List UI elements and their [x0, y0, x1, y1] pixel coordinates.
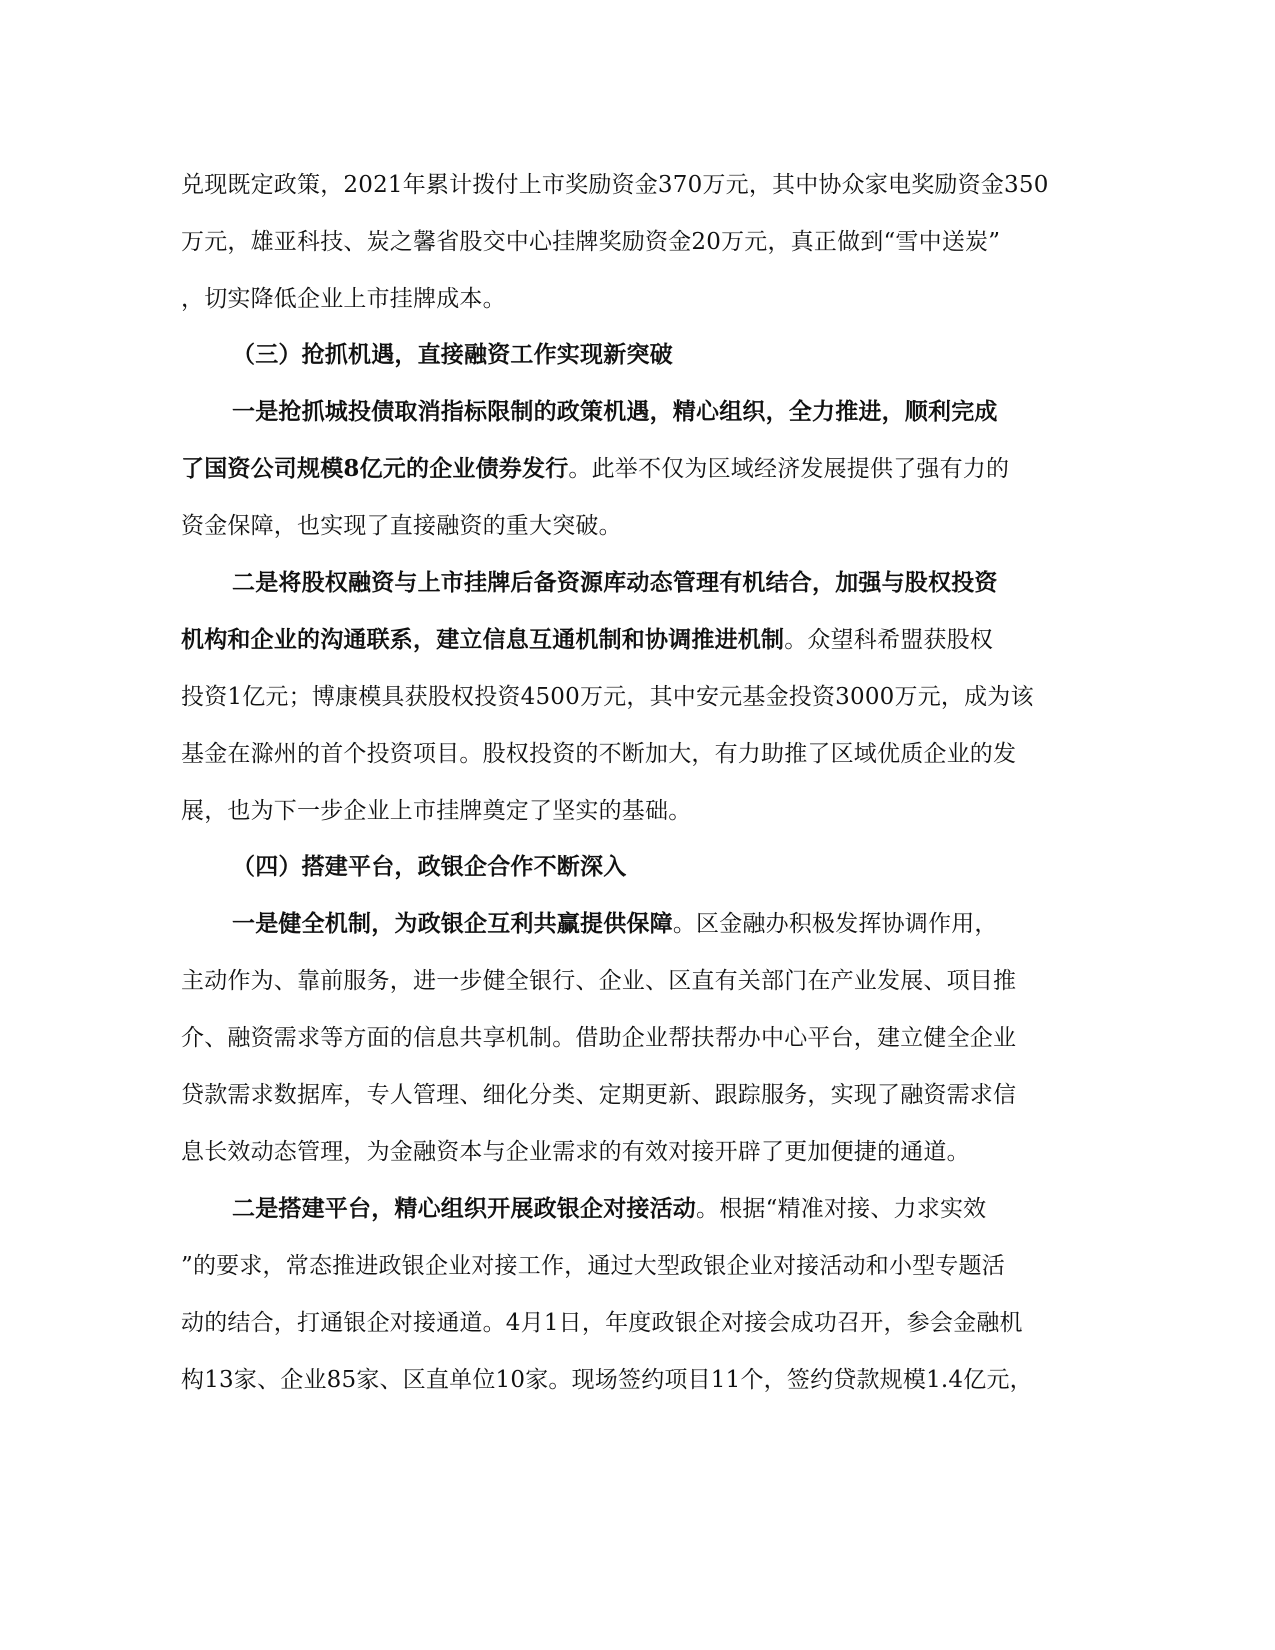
line-text: 基金在滁州的首个投资项目。股权投资的不断加大，有力助推了区域优质企业的发 [181, 741, 1017, 767]
paragraph-line [181, 1137, 1081, 1167]
paragraph-line [181, 170, 1081, 200]
section-heading [232, 852, 1132, 882]
paragraph-line [181, 1251, 1081, 1281]
paragraph-line [181, 966, 1081, 996]
bold-lead: 二是将股权融资与上市挂牌后备资源库动态管理有机结合，加强与股权投资 [232, 569, 998, 596]
line-text: 。根据“精准对接、力求实效 [696, 1196, 987, 1222]
bold-lead: 二是搭建平台，精心组织开展政银企对接活动 [232, 1195, 696, 1222]
paragraph-line [232, 1194, 1132, 1224]
line-text: 动的结合，打通银企对接通道。4月1日，年度政银企对接会成功召开，参会金融机 [181, 1310, 1023, 1336]
line-text: 构13家、企业85家、区直单位10家。现场签约项目11个，签约贷款规模1.4亿元， [181, 1367, 1033, 1393]
paragraph-line [232, 568, 1132, 598]
line-text: 兑现既定政策，2021年累计拨付上市奖励资金370万元，其中协众家电奖励资金350 [181, 172, 1049, 198]
paragraph-line [181, 454, 1081, 484]
paragraph-line [181, 511, 1081, 541]
paragraph-line [181, 796, 1081, 826]
line-text: 。众望科希盟获股权 [784, 627, 994, 653]
line-text: 。此举不仅为区域经济发展提供了强有力的 [568, 456, 1010, 482]
paragraph-line [232, 397, 1132, 427]
bold-lead: 机构和企业的沟通联系，建立信息互通机制和协调推进机制 [181, 626, 785, 653]
paragraph-line [181, 1365, 1081, 1395]
section-heading [232, 340, 1132, 370]
paragraph-line [181, 625, 1081, 655]
line-text: 息长效动态管理，为金融资本与企业需求的有效对接开辟了更加便捷的通道。 [181, 1139, 970, 1165]
bold-lead: 了国资公司规模8亿元的企业债券发行 [181, 455, 569, 482]
line-text: 介、融资需求等方面的信息共享机制。借助企业帮扶帮办中心平台，建立健全企业 [181, 1025, 1017, 1051]
line-text: ，切实降低企业上市挂牌成本。 [181, 286, 506, 312]
line-text: 贷款需求数据库，专人管理、细化分类、定期更新、跟踪服务，实现了融资需求信 [181, 1082, 1017, 1108]
line-text: 。区金融办积极发挥协调作用， [672, 911, 998, 937]
paragraph-line [232, 909, 1132, 939]
heading-text: （四）搭建平台，政银企合作不断深入 [232, 853, 627, 880]
bold-lead: 一是抢抓城投债取消指标限制的政策机遇，精心组织，全力推进，顺利完成 [232, 398, 998, 425]
line-text: ”的要求，常态推进政银企业对接工作，通过大型政银企业对接活动和小型专题活 [181, 1253, 1005, 1279]
line-text: 主动作为、靠前服务，进一步健全银行、企业、区直有关部门在产业发展、项目推 [181, 968, 1017, 994]
paragraph-line [181, 1080, 1081, 1110]
line-text: 资金保障，也实现了直接融资的重大突破。 [181, 513, 622, 539]
paragraph-line [181, 284, 1081, 314]
paragraph-line [181, 227, 1081, 257]
bold-lead: 一是健全机制，为政银企互利共赢提供保障 [232, 910, 673, 937]
paragraph-line [181, 1308, 1081, 1338]
line-text: 投资1亿元；博康模具获股权投资4500万元，其中安元基金投资3000万元，成为该 [181, 684, 1034, 710]
paragraph-line [181, 1023, 1081, 1053]
paragraph-line [181, 682, 1081, 712]
paragraph-line [181, 739, 1081, 769]
line-text: 万元，雄亚科技、炭之馨省股交中心挂牌奖励资金20万元，真正做到“雪中送炭” [181, 229, 1001, 255]
heading-text: （三）抢抓机遇，直接融资工作实现新突破 [232, 341, 673, 368]
line-text: 展，也为下一步企业上市挂牌奠定了坚实的基础。 [181, 798, 692, 824]
